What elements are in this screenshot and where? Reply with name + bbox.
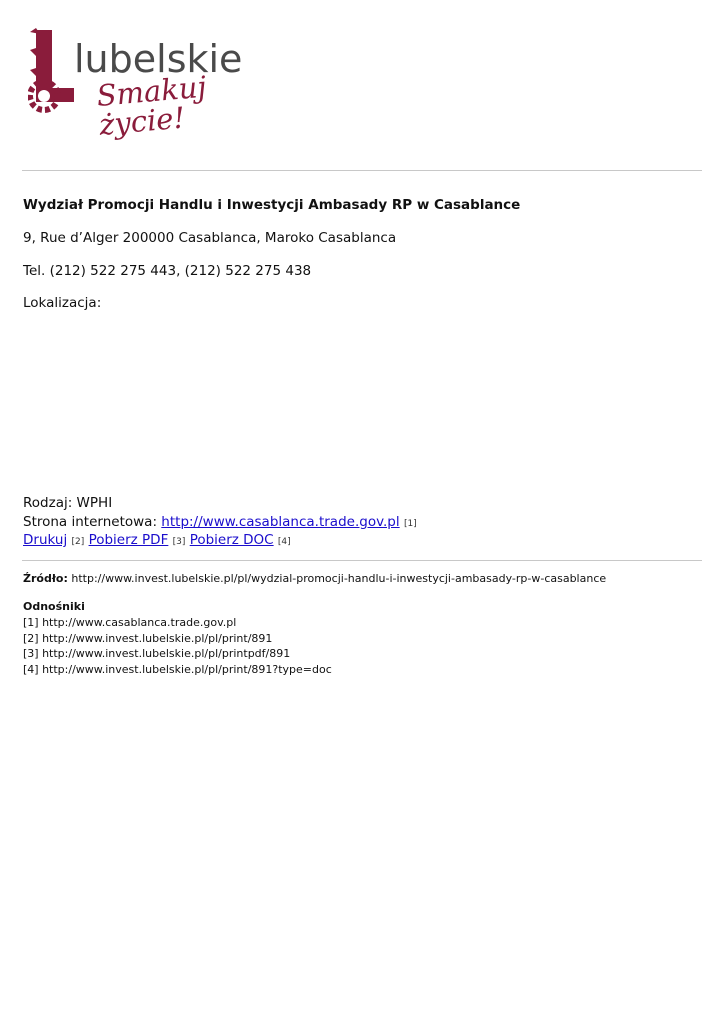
address-text: 9, Rue d’Alger 200000 Casablanca, Maroko Casablanca bbox=[23, 230, 397, 246]
type-text: Rodzaj: WPHI bbox=[23, 495, 113, 511]
website-link[interactable]: http://www.casablanca.trade.gov.pl bbox=[161, 514, 400, 530]
source-label: Źródło: bbox=[23, 572, 68, 585]
references-title: Odnośniki bbox=[23, 600, 85, 613]
source-url: http://www.invest.lubelskie.pl/pl/wydzial-promocji-handlu-i-inwestycji-ambasady-rp-w-casablance bbox=[71, 572, 607, 585]
download-pdf-link[interactable]: Pobierz PDF bbox=[88, 532, 169, 548]
reference-item: [4] http://www.invest.lubelskie.pl/pl/print/891?type=doc bbox=[23, 662, 332, 676]
reference-item: [2] http://www.invest.lubelskie.pl/pl/print/891 bbox=[23, 631, 273, 645]
action-links bbox=[23, 532, 291, 548]
print-link[interactable]: Drukuj bbox=[23, 532, 68, 548]
lubelskie-logo bbox=[28, 26, 253, 142]
references-list bbox=[23, 615, 332, 677]
reference-item: [3] http://www.invest.lubelskie.pl/pl/printpdf/891 bbox=[23, 647, 291, 660]
source-line bbox=[23, 572, 606, 585]
website-line bbox=[23, 514, 417, 530]
phone-text: Tel. (212) 522 275 443, (212) 522 275 438 bbox=[23, 263, 312, 279]
bottom-divider bbox=[22, 560, 702, 561]
page-title: Wydział Promocji Handlu i Inwestycji Ambasady RP w Casablance bbox=[23, 197, 521, 213]
location-label: Lokalizacja: bbox=[23, 295, 102, 311]
reference-item: [1] http://www.casablanca.trade.gov.pl bbox=[23, 616, 237, 629]
logo-wordmark: lubelskie bbox=[74, 37, 243, 81]
top-divider bbox=[22, 170, 702, 171]
pdf-ref: [3] bbox=[172, 537, 186, 547]
doc-ref: [4] bbox=[277, 537, 291, 547]
download-doc-link[interactable]: Pobierz DOC bbox=[189, 532, 274, 548]
website-label: Strona internetowa: bbox=[23, 514, 157, 530]
logo-tagline: Smakuj życie! bbox=[95, 69, 208, 142]
website-ref: [1] bbox=[403, 519, 417, 529]
print-ref: [2] bbox=[71, 537, 85, 547]
